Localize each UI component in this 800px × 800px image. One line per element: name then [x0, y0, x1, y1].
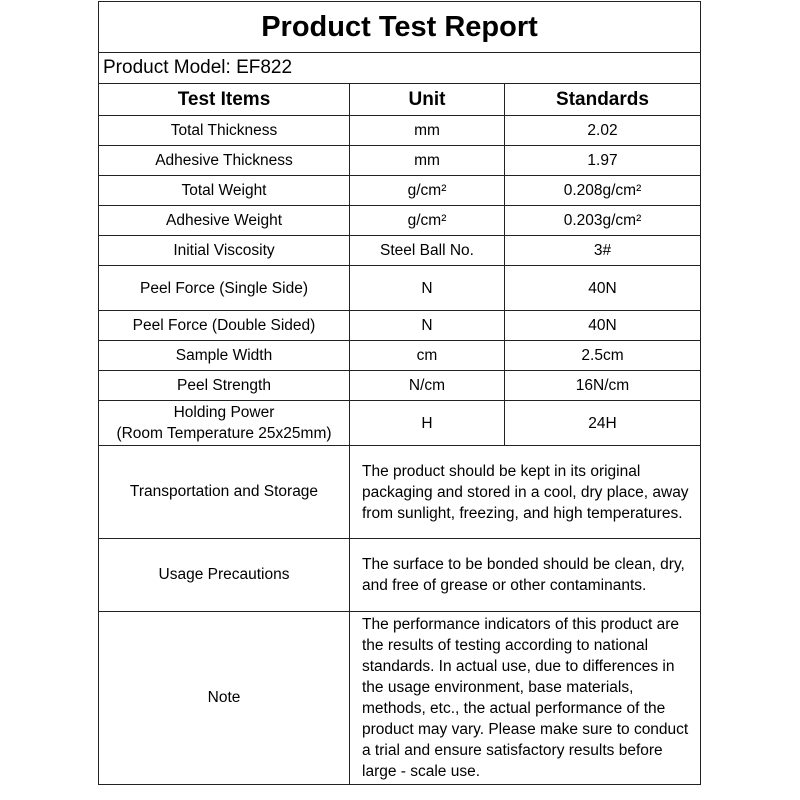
test-item: Adhesive Thickness — [99, 146, 350, 176]
table-row — [99, 341, 701, 371]
test-item: Initial Viscosity — [99, 236, 350, 266]
note-label: Note — [99, 612, 350, 785]
note-label: Transportation and Storage — [99, 446, 350, 539]
table-row — [99, 236, 701, 266]
note-row — [99, 539, 701, 612]
table-row — [99, 206, 701, 236]
unit-cell: g/cm² — [350, 176, 505, 206]
standard-cell: 40N — [505, 311, 701, 341]
test-item: Peel Force (Double Sided) — [99, 311, 350, 341]
product-model: Product Model: EF822 — [99, 53, 701, 84]
test-item: Adhesive Weight — [99, 206, 350, 236]
note-row — [99, 446, 701, 539]
unit-cell: Steel Ball No. — [350, 236, 505, 266]
standard-cell: 2.5cm — [505, 341, 701, 371]
test-report — [98, 1, 700, 785]
report-table — [98, 1, 701, 785]
standard-cell: 24H — [505, 401, 701, 446]
unit-cell: mm — [350, 146, 505, 176]
standard-cell: 1.97 — [505, 146, 701, 176]
test-item-line: (Room Temperature 25x25mm) — [116, 425, 332, 442]
table-row — [99, 266, 701, 311]
note-text: The performance indicators of this product are the results of testing according to national standards. In actual use, due to differences in the usage environment, base materials, methods, etc., the actual performance of the product may vary. Please make sure to conduct a trial and ensure satisfactory results before large - scale use. — [350, 612, 701, 785]
table-row — [99, 311, 701, 341]
test-item: Total Weight — [99, 176, 350, 206]
standard-cell: 0.208g/cm² — [505, 176, 701, 206]
table-row — [99, 371, 701, 401]
note-text: The product should be kept in its original packaging and stored in a cool, dry place, away from sunlight, freezing, and high temperatures. — [350, 446, 701, 539]
test-item-line: Holding Power — [173, 404, 275, 421]
note-row — [99, 612, 701, 785]
unit-cell: cm — [350, 341, 505, 371]
standard-cell: 0.203g/cm² — [505, 206, 701, 236]
header-unit: Unit — [350, 84, 505, 116]
test-item: Peel Strength — [99, 371, 350, 401]
standard-cell: 3# — [505, 236, 701, 266]
test-item: Sample Width — [99, 341, 350, 371]
note-text: The surface to be bonded should be clean, dry, and free of grease or other contaminants. — [350, 539, 701, 612]
test-item: Total Thickness — [99, 116, 350, 146]
unit-cell: mm — [350, 116, 505, 146]
header-test-items: Test Items — [99, 84, 350, 116]
report-title: Product Test Report — [99, 2, 701, 53]
unit-cell: N/cm — [350, 371, 505, 401]
unit-cell: N — [350, 311, 505, 341]
unit-cell: N — [350, 266, 505, 311]
table-row — [99, 176, 701, 206]
standard-cell: 16N/cm — [505, 371, 701, 401]
standard-cell: 40N — [505, 266, 701, 311]
header-standards: Standards — [505, 84, 701, 116]
test-item — [99, 401, 350, 446]
table-row — [99, 401, 701, 446]
table-row — [99, 116, 701, 146]
standard-cell: 2.02 — [505, 116, 701, 146]
note-label: Usage Precautions — [99, 539, 350, 612]
table-row — [99, 146, 701, 176]
header-row — [99, 84, 701, 116]
unit-cell: H — [350, 401, 505, 446]
unit-cell: g/cm² — [350, 206, 505, 236]
test-item: Peel Force (Single Side) — [99, 266, 350, 311]
